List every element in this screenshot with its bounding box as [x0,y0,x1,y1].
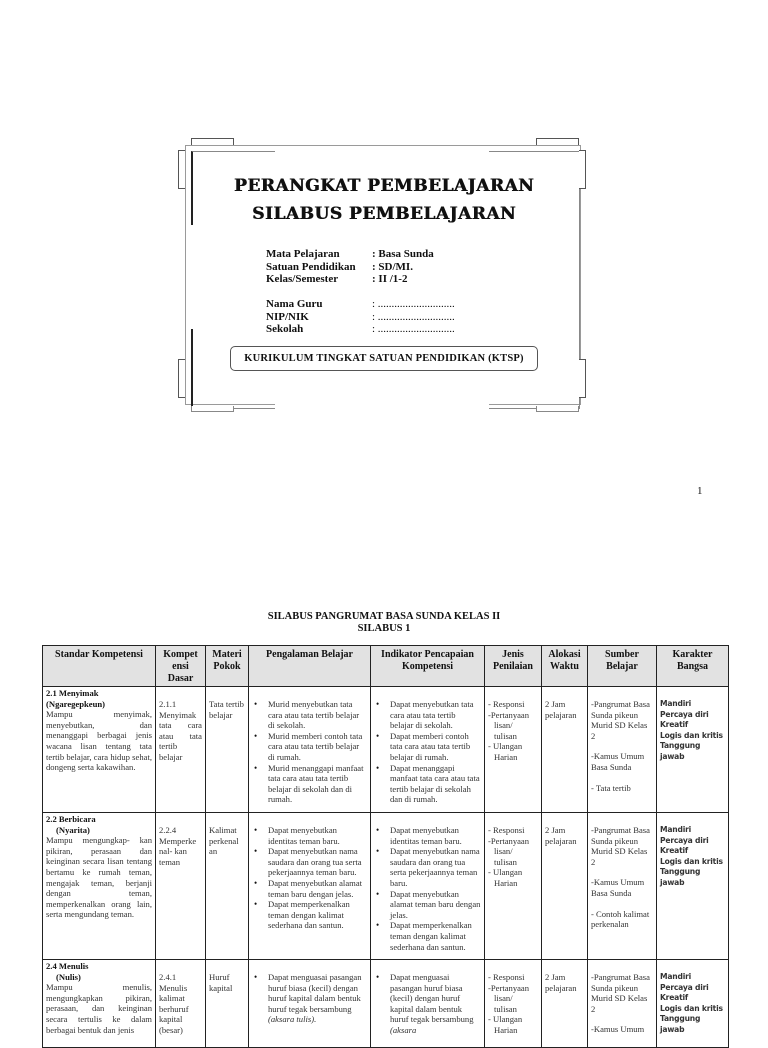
cell-materi-pokok: Tata tertib belajar [206,687,249,813]
cell-alokasi-waktu: 2 Jam pelajaran [542,687,588,813]
sk-text: Mampu menyimak, menyebutkan, dan menanggapi berbagai jenis wacana lisan tentang tata tertib belajar, cara hidup sehat, dongeng serta kakawihan. [46,709,152,773]
penilaian-line: tulisan [494,1003,517,1014]
list-item: • Dapat menyebutkan nama saudara dan orang tua serta pekerjaannya teman baru. [252,846,367,878]
info-label: Kelas/Semester [266,273,339,285]
karakter-item: Tanggung jawab [660,741,701,761]
syllabus-table [42,645,729,1048]
list-item: • Dapat menyebutkan alamat teman baru dengan jelas. [374,889,481,921]
penilaian-line: -Pertanyaan [488,982,530,993]
frame-gap [275,400,489,409]
sumber-item: -Kamus Umum Basa Sunda [591,877,645,898]
cell-indikator [371,813,485,960]
syllabus-title: SILABUS PANGRUMAT BASA SUNDA KELAS II [267,611,501,622]
list-item [374,972,481,1036]
penilaian-line: lisan/ [494,846,513,857]
karakter-item: Logis dan kritis [660,730,723,740]
sumber-item: -Pangrumat Basa Sunda pikeun Murid SD Kelas 2 [591,699,650,741]
karakter-item: Logis dan kritis [660,856,723,866]
list-item: • Dapat menyebutkan alamat teman baru dengan jelas. [252,878,367,899]
list-item-text: Dapat menguasai pasangan huruf biasa (kecil) dengan huruf kapital dalam bentuk huruf tegak bersambung [268,972,362,1014]
cell-kompetensi-dasar: 2.2.4 Memperke nal- kan teman [156,813,206,960]
sk-text: Mampu mengungkap- kan pikiran, perasaan dan keinginan secara lisan tentang bertamu ke rumah teman, mengajak teman, berjanji dengan teman, memperkenalkan orang lain, serta mengundang teman. [46,835,152,920]
cell-pengalaman-belajar [249,960,371,1048]
column-header: Sumber Belajar [588,646,657,687]
curriculum-box: KURIKULUM TINGKAT SATUAN PENDIDIKAN (KTSP) [230,346,538,371]
table-row [43,687,729,813]
list-item: • Dapat menyebutkan identitas teman baru. [374,825,481,846]
karakter-item: Mandiri [660,699,692,708]
penilaian-line: - Ulangan [488,1014,523,1025]
column-header: Indikator Pencapaian Kompetensi [371,646,485,687]
penilaian-line: tulisan [494,730,517,741]
column-header: Materi Pokok [206,646,249,687]
column-header: Alokasi Waktu [542,646,588,687]
frame-side-tab [178,359,185,398]
sk-title: 2.4 Menulis [46,961,89,971]
cover-title: PERANGKAT PEMBELAJARAN [233,176,535,196]
info-value-blank: : ............................ [372,323,455,335]
karakter-item: Kreatif [660,720,689,730]
list-item: • Dapat menyebutkan identitas teman baru. [252,825,367,846]
info-label: Satuan Pendidikan [266,260,356,273]
cell-jenis-penilaian [485,813,542,960]
table-row [43,960,729,1048]
penilaian-line: Harian [494,1024,518,1035]
frame-corner-tab [536,138,579,145]
karakter-item: Mandiri [660,972,692,981]
cell-karakter-bangsa [657,687,729,813]
sk-title: 2.2 Berbicara [46,814,96,824]
penilaian-line: - Responsi [488,699,525,709]
cell-materi-pokok: Huruf kapital [206,960,249,1048]
karakter-item: Percaya diri [660,835,709,845]
cell-karakter-bangsa [657,960,729,1048]
sumber-item: - Tata tertib [591,782,631,793]
penilaian-line: - Ulangan [488,867,523,878]
cell-standar-kompetensi [43,813,156,960]
cell-pengalaman-belajar [249,687,371,813]
list-item: • Dapat memberi contoh tata cara atau tata tertib belajar di rumah. [374,731,481,763]
list-item [252,972,367,1025]
penilaian-line: Harian [494,751,518,762]
karakter-item: Kreatif [660,846,689,856]
list-item: • Dapat memperkenalkan teman dengan kalimat sederhana dan santun. [374,920,481,952]
info-label: Mata Pelajaran [266,248,340,260]
frame-gap [190,225,193,329]
sumber-item: -Kamus Umum [591,1024,645,1035]
info-row-education-unit [266,261,434,274]
info-label: NIP/NIK [266,310,309,323]
cell-jenis-penilaian [485,687,542,813]
sumber-item: -Pangrumat Basa Sunda pikeun Murid SD Kelas 2 [591,825,650,867]
info-row-nip [266,311,455,324]
list-item: • Dapat menyebutkan tata cara atau tata tertib belajar di sekolah. [374,699,481,731]
cell-sumber-belajar [588,813,657,960]
info-value: : II /1-2 [372,273,408,285]
cell-standar-kompetensi [43,687,156,813]
info-row-school [266,323,455,336]
cell-sumber-belajar [588,687,657,813]
frame-corner-tab [191,138,234,145]
cell-karakter-bangsa [657,813,729,960]
sumber-item: -Pangrumat Basa Sunda pikeun Murid SD Kelas 2 [591,972,650,1014]
column-header: Karakter Bangsa [657,646,729,687]
list-item: • Dapat memperkenalkan teman dengan kalimat sederhana dan santun. [252,899,367,931]
column-header: Kompet ensi Dasar [156,646,206,687]
karakter-item: Kreatif [660,993,689,1003]
subject-info [266,248,434,286]
sk-subtitle: (Nyarita) [56,824,90,835]
cell-standar-kompetensi [43,960,156,1048]
list-item-italic: (aksara tulis). [268,1014,317,1025]
cell-alokasi-waktu: 2 Jam pelajaran [542,960,588,1048]
sk-text: Mampu menulis, mengungkapkan pikiran, perasaan, dan keinginan secara tertulis ke dalam berbagai bentuk dan jenis [46,982,152,1035]
list-item-italic: (aksara [390,1024,417,1035]
column-header: Standar Kompetensi [43,646,156,687]
teacher-info [266,298,455,336]
column-header: Jenis Penilaian [485,646,542,687]
sumber-item: -Kamus Umum Basa Sunda [591,751,645,772]
list-item: • Murid menyebutkan tata cara atau tata tertib belajar di sekolah. [252,699,367,731]
penilaian-line: -Pertanyaan [488,709,530,720]
karakter-item: Tanggung jawab [660,867,701,887]
list-item: • Murid memberi contoh tata cara atau tata tertib belajar di rumah. [252,731,367,763]
table-row [43,813,729,960]
frame-side-tab [579,150,586,189]
karakter-item: Mandiri [660,825,692,834]
list-item-text: Dapat menguasai pasangan huruf biasa (kecil) dengan huruf kapital dalam bentuk huruf tegak bersambung [390,972,474,1025]
frame-corner-tab [191,406,234,412]
penilaian-line: lisan/ [494,720,513,731]
karakter-item: Tanggung jawab [660,1014,701,1034]
penilaian-line: - Responsi [488,825,525,835]
penilaian-line: - Ulangan [488,741,523,752]
karakter-item: Percaya diri [660,982,709,992]
cover-subtitle: SILABUS PEMBELAJARAN [252,204,516,224]
cell-indikator [371,960,485,1048]
sk-subtitle: (Nulis) [56,971,81,982]
sk-subtitle: (Ngaregepkeun) [46,698,106,709]
list-item: • Dapat menanggapi manfaat tata cara atau tata tertib belajar di sekolah dan di rumah. [374,763,481,805]
info-value: : SD/MI. [372,260,413,273]
sumber-item: - Contoh kalimat perkenalan [591,908,650,930]
penilaian-line: -Pertanyaan [488,835,530,846]
frame-side-tab [178,150,185,189]
cell-pengalaman-belajar [249,813,371,960]
syllabus-subtitle: SILABUS 1 [357,623,411,634]
cell-kompetensi-dasar: 2.4.1 Menulis kalimat berhuruf kapital (besar) [156,960,206,1048]
frame-side-tab [579,359,586,398]
penilaian-line: - Responsi [488,972,525,982]
list-item: • Dapat menyebutkan nama saudara dan orang tua serta pekerjaannya teman baru. [374,846,481,888]
info-value: : Basa Sunda [372,248,434,260]
info-row-subject [266,248,434,261]
info-row-teacher-name [266,298,455,311]
table-header-row [43,646,729,687]
page-number: 1 [697,485,703,497]
info-label: Sekolah [266,323,304,335]
penilaian-line: Harian [494,877,518,888]
list-item: • Murid menanggapi manfaat tata cara atau tata tertib belajar di sekolah dan di rumah. [252,763,367,805]
frame-corner-tab [536,406,579,412]
sk-title: 2.1 Menyimak [46,688,99,698]
karakter-item: Logis dan kritis [660,1003,723,1013]
cell-kompetensi-dasar: 2.1.1 Menyimak tata cara atau tata tertib belajar [156,687,206,813]
info-value-blank: : ............................ [372,310,455,323]
info-value-blank: : ............................ [372,298,455,310]
info-label: Nama Guru [266,298,323,310]
karakter-item: Percaya diri [660,709,709,719]
cell-materi-pokok: Kalimat perkenal an [206,813,249,960]
cell-sumber-belajar [588,960,657,1048]
cell-indikator [371,687,485,813]
cell-alokasi-waktu: 2 Jam pelajaran [542,813,588,960]
cell-jenis-penilaian [485,960,542,1048]
penilaian-line: lisan/ [494,993,513,1004]
info-row-class-semester [266,273,434,286]
frame-gap [275,150,489,153]
frame-gap [575,225,578,329]
column-header: Pengalaman Belajar [249,646,371,687]
penilaian-line: tulisan [494,856,517,867]
